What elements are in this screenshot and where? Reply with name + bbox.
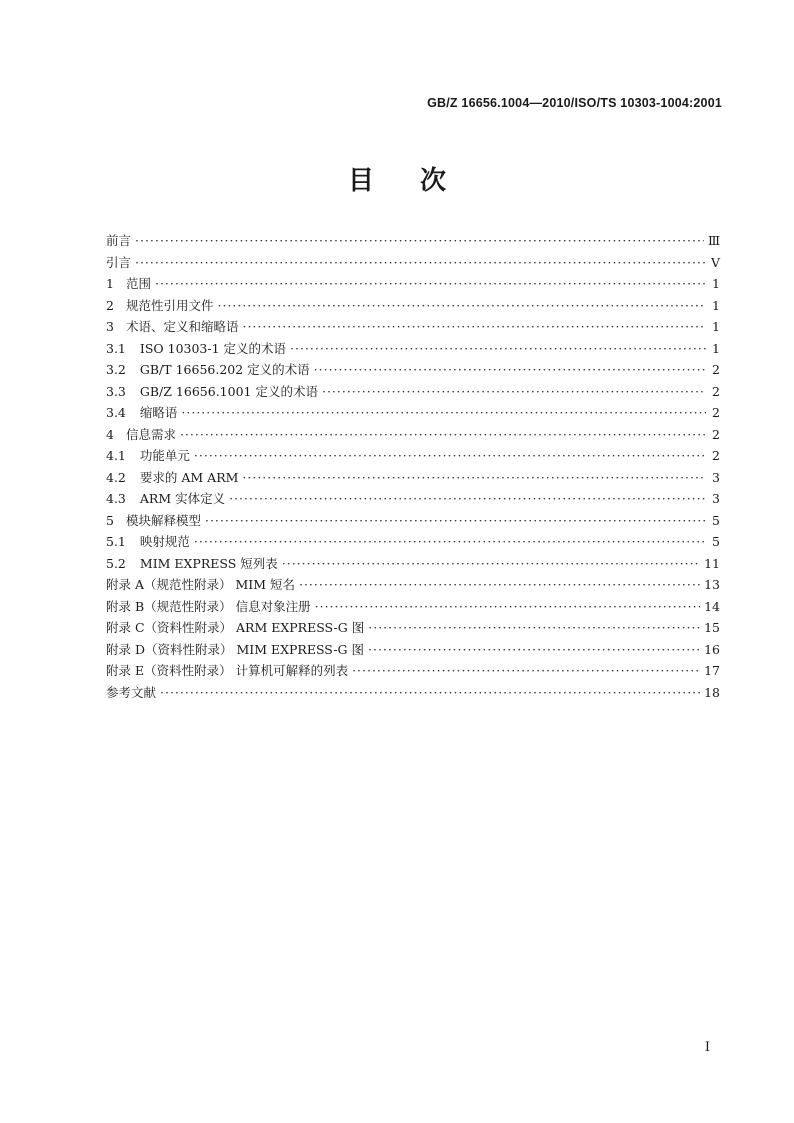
toc-entry-page: 2 xyxy=(712,362,720,377)
toc-entry[interactable] xyxy=(106,316,720,338)
toc-entry[interactable] xyxy=(106,596,720,618)
toc-entry[interactable] xyxy=(106,424,720,446)
toc-entry-label: 附录 C（资料性附录） ARM EXPRESS-G 图 xyxy=(106,620,365,635)
toc-entry-page: 11 xyxy=(704,555,720,571)
toc-entry-page: 5 xyxy=(712,512,720,528)
toc-entry[interactable] xyxy=(106,467,720,489)
toc-entry[interactable] xyxy=(106,402,720,424)
toc-entry-page: V xyxy=(710,254,720,270)
toc-leader-dots xyxy=(368,639,700,661)
toc-entry-number: 3.4 xyxy=(106,405,126,420)
toc-leader-dots xyxy=(181,402,706,424)
toc-leader-dots xyxy=(322,381,706,403)
toc-entry-page: 15 xyxy=(704,620,720,635)
toc-entry-number: 4.3 xyxy=(106,491,126,506)
toc-entry-label: 术语、定义和缩略语 xyxy=(125,319,239,334)
toc-entry-page: 3 xyxy=(712,469,720,485)
toc-entry[interactable] xyxy=(106,574,720,596)
toc-entry-number: 1 xyxy=(106,276,114,291)
toc-entry-page: 14 xyxy=(704,598,720,614)
toc-entry[interactable] xyxy=(106,531,720,553)
page-number: I xyxy=(704,1040,710,1055)
toc-entry-number: 5.1 xyxy=(106,534,126,549)
toc-entry[interactable] xyxy=(106,273,720,295)
toc-entry-label: 附录 D（资料性附录） MIM EXPRESS-G 图 xyxy=(106,641,364,657)
toc-entry-page: 3 xyxy=(712,491,720,506)
toc-entry[interactable] xyxy=(106,660,720,682)
toc-entry-label: GB/Z 16656.1001 定义的术语 xyxy=(139,383,318,399)
toc-leader-dots xyxy=(290,338,706,360)
toc-entry[interactable] xyxy=(106,617,720,639)
toc-entry-label: 映射规范 xyxy=(139,534,190,549)
toc-entry-number: 3.2 xyxy=(106,362,126,377)
toc-entry[interactable] xyxy=(106,488,720,510)
toc-entry-number: 2 xyxy=(106,297,114,313)
toc-entry-label: 模块解释模型 xyxy=(125,512,201,528)
toc-entry[interactable] xyxy=(106,230,720,252)
toc-entry-label: GB/T 16656.202 定义的术语 xyxy=(139,362,310,377)
toc-leader-dots xyxy=(160,682,700,704)
toc-leader-dots xyxy=(229,488,706,510)
toc-entry-label: 参考文献 xyxy=(106,684,157,700)
toc-entry-label: 附录 A（规范性附录） MIM 短名 xyxy=(106,577,295,592)
toc-leader-dots xyxy=(315,596,700,618)
toc-leader-dots xyxy=(314,359,706,381)
toc-leader-dots xyxy=(155,273,706,295)
toc-entry[interactable] xyxy=(106,359,720,381)
toc-leader-dots xyxy=(368,617,700,639)
toc-entry-page: 2 xyxy=(712,383,720,399)
page-title: 目次 xyxy=(347,166,492,196)
toc-entry-label: 规范性引用文件 xyxy=(125,297,214,313)
toc-entry-page: 16 xyxy=(704,641,720,657)
toc-entry-label: 信息需求 xyxy=(125,426,176,442)
toc-entry-number: 3.3 xyxy=(106,383,126,399)
toc-leader-dots xyxy=(299,574,700,596)
toc-leader-dots xyxy=(205,510,706,532)
toc-entry-number: 4.1 xyxy=(106,448,126,463)
toc-entry-number: 4 xyxy=(106,426,114,442)
toc-leader-dots xyxy=(352,660,700,682)
toc-entry-page: 1 xyxy=(712,340,720,356)
toc-entry-label: 缩略语 xyxy=(139,405,178,420)
toc-entry[interactable] xyxy=(106,510,720,532)
document-standard-number: GB/Z 16656.1004—2010/ISO/TS 10303-1004:2001 xyxy=(427,96,722,110)
toc-entry-number: 3 xyxy=(106,319,114,334)
toc-entry[interactable] xyxy=(106,381,720,403)
toc-entry[interactable] xyxy=(106,553,720,575)
toc-leader-dots xyxy=(135,252,706,274)
toc-entry-label: ARM 实体定义 xyxy=(139,491,226,506)
toc-entry-page: Ⅲ xyxy=(707,233,720,248)
toc-entry-page: 2 xyxy=(712,426,720,442)
toc-entry-label: 附录 B（规范性附录） 信息对象注册 xyxy=(106,598,311,614)
toc-entry-label: 引言 xyxy=(106,254,132,270)
toc-leader-dots xyxy=(194,531,706,553)
toc-entry-number: 5.2 xyxy=(106,555,126,571)
toc-entry[interactable] xyxy=(106,445,720,467)
toc-entry-label: ISO 10303-1 定义的术语 xyxy=(139,340,287,356)
toc-leader-dots xyxy=(194,445,706,467)
toc-entry[interactable] xyxy=(106,252,720,274)
toc-entry-page: 2 xyxy=(712,448,720,463)
toc-entry-page: 13 xyxy=(704,577,720,592)
toc-entry-label: MIM EXPRESS 短列表 xyxy=(139,555,278,571)
toc-entry[interactable] xyxy=(106,639,720,661)
toc-entry-page: 17 xyxy=(704,663,720,678)
toc-entry-label: 前言 xyxy=(106,233,132,248)
toc-leader-dots xyxy=(217,295,706,317)
toc-leader-dots xyxy=(180,424,706,446)
toc-entry[interactable] xyxy=(106,682,720,704)
toc-entry[interactable] xyxy=(106,338,720,360)
toc-leader-dots xyxy=(135,230,704,252)
toc-entry-page: 18 xyxy=(704,684,720,700)
toc-entry-page: 5 xyxy=(712,534,720,549)
toc-entry-label: 附录 E（资料性附录） 计算机可解释的列表 xyxy=(106,663,349,678)
toc-entry-page: 1 xyxy=(712,276,720,291)
toc-leader-dots xyxy=(242,316,706,338)
toc-entry-label: 要求的 AM ARM xyxy=(139,469,239,485)
toc-entry-page: 1 xyxy=(712,319,720,334)
toc-entry-page: 2 xyxy=(712,405,720,420)
table-of-contents xyxy=(106,230,720,703)
toc-leader-dots xyxy=(282,553,700,575)
toc-entry-page: 1 xyxy=(712,297,720,313)
toc-leader-dots xyxy=(242,467,706,489)
toc-entry-number: 3.1 xyxy=(106,340,126,356)
toc-entry[interactable] xyxy=(106,295,720,317)
toc-entry-label: 功能单元 xyxy=(139,448,190,463)
toc-entry-number: 5 xyxy=(106,512,114,528)
toc-entry-label: 范围 xyxy=(125,276,151,291)
toc-entry-number: 4.2 xyxy=(106,469,126,485)
